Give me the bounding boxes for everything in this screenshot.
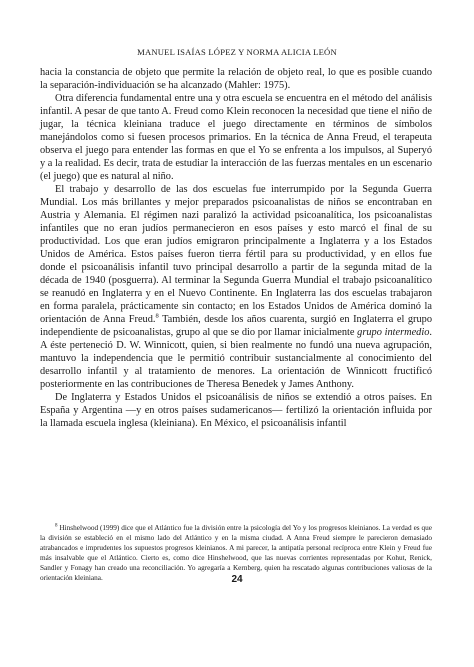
footnote-text: Hinshelwood (1999) dice que el Atlántico fue la división entre la psicología del Yo y los progresos kleinianos. La verdad es que la división se estableció en el mismo lado del Atlántico y en la misma ciudad. A Anna Freud siempre le parecieron demasiado atrabancados e imprudentes los supuestos progresos kleinianos. A mi parecer, la antipatía personal recíproca entre Klein y Freud fue más insalvable que el Atlántico. Cierto es, como dice Hinshelwood, que las nuevas corrientes representadas por Kohut, Renick, Sandler y Fonagy han creado una reconciliación. Yo agregaría a Kernberg, quien ha rescatado algunas contribuciones valiosas de la orientación kleiniana. — [40, 524, 432, 583]
paragraph-3-part-c: . A éste perteneció D. W. Winnicott, quien, si bien realmente no fundó una nueva agrupación, mantuvo la independencia que le permitió contribuir sustancialmente al conocimiento del desarrollo infantil y al tratamiento de menores. La orientación de Winnicott fructificó posteriormente en las contribuciones de Theresa Benedek y James Anthony. — [40, 327, 432, 390]
italic-term: grupo intermedio — [357, 327, 430, 338]
paragraph-3-part-a: El trabajo y desarrollo de las dos escuelas fue interrumpido por la Segunda Guerra Mundial. Los más brillantes y mejor preparados psicoanalistas de niños se encontraban en Austria y Alemania. El régimen nazi paralizó la actividad psicoanalítica, los psicoanalistas infantiles que no eran judíos permanecieron en esos países y esto marcó el final de su productividad. Los que eran judíos emigraron principalmente a Inglaterra y a los Estados Unidos de América. Estos países fueron tierra fértil para su productividad, y en ellos fue donde el psicoanálisis infantil tuvo principal desarrollo a partir de la segunda mitad de la década de 1940 (posguerra). Al terminar la Segunda Guerra Mundial el trabajo psicoanalítico se reanudó en Inglaterra y en el Nuevo Continente. En Inglaterra las dos escuelas trabajaron en forma paralela, prácticamente sin contacto; en los Estados Unidos de América dominó la orientación de Anna Freud. — [40, 184, 432, 325]
paragraph-2: Otra diferencia fundamental entre una y otra escuela se encuentra en el método del análisis infantil. A pesar de que tanto A. Freud como Klein reconocen la necesidad que tiene el niño de jugar, la técnica kleiniana traduce el juego directamente en términos de símbolos manejándolos como si fuesen procesos primarios. En la técnica de Anna Freud, el terapeuta observa el juego para entender las formas en que el Yo se enfrenta a los impulsos, al Superyó y a la realidad. Es decir, trata de estudiar la interacción de las fuerzas mentales en un escenario (el juego) que es natural al niño. — [40, 93, 432, 182]
footnote-reference: 8 — [155, 312, 159, 320]
paragraph-1: hacia la constancia de objeto que permite la relación de objeto real, lo que es posible cuando la separación-individuación se ha alcanzado (Mahler: 1975). — [40, 67, 432, 91]
footnote-marker: 8 — [55, 523, 58, 529]
paragraph-3 — [40, 183, 432, 391]
paragraph-3-part-b: También, desde los años cuarenta, surgió en Inglaterra el grupo independiente de psicoanalistas, grupo al que se dio por llamar inicialmente — [40, 314, 432, 338]
body-text — [40, 66, 432, 430]
page-number: 24 — [231, 574, 243, 585]
running-head: MANUEL ISAÍAS LÓPEZ Y NORMA ALICIA LEÓN — [137, 47, 337, 57]
paragraph-4: De Inglaterra y Estados Unidos el psicoanálisis de niños se extendió a otros países. En España y Argentina —y en otros países sudamericanos— fertilizó la orientación influida por la llamada escuela inglesa (kleiniana). En México, el psicoanálisis infantil — [40, 392, 432, 429]
